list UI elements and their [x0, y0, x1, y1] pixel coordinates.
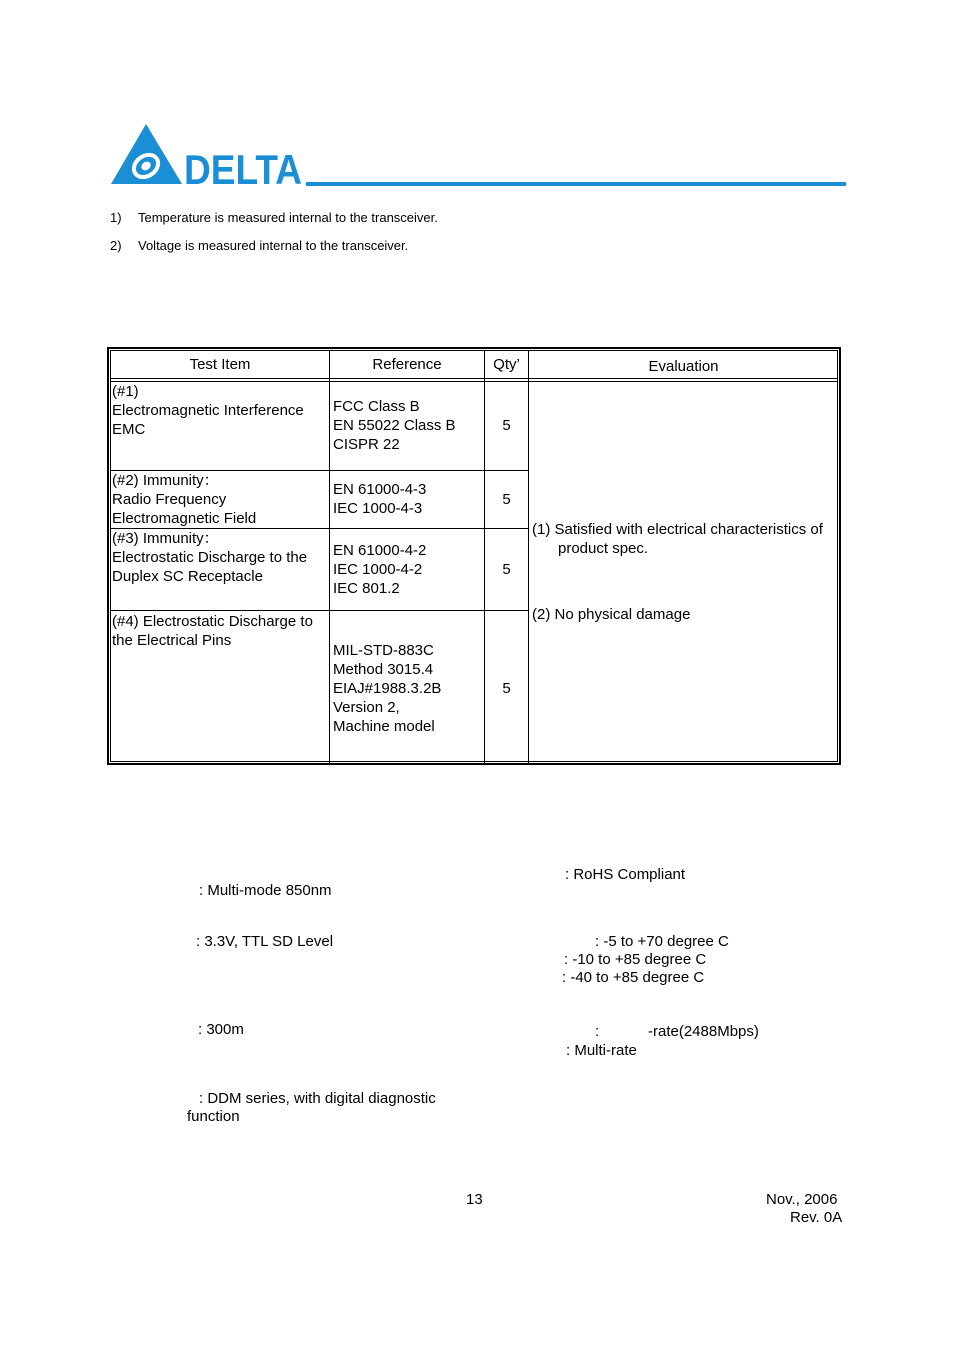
header-test-item: Test Item — [189, 356, 251, 373]
emc-test-table — [107, 347, 841, 765]
spec-voltage: : 3.3V, TTL SD Level — [196, 933, 334, 950]
row3-qty: 5 — [502, 561, 511, 578]
footer-date: Nov., 2006 — [766, 1191, 838, 1208]
row4-test-item: (#4) Electrostatic Discharge to the Electrical Pins — [112, 613, 313, 649]
spec-temp-industrial: : -40 to +85 degree C — [562, 969, 705, 986]
spec-rate-value: -rate(2488Mbps) — [648, 1023, 759, 1040]
spec-rohs: : RoHS Compliant — [565, 866, 686, 883]
row2-qty: 5 — [502, 491, 511, 508]
header-reference: Reference — [372, 356, 442, 373]
row2-test-item: (#2) Immunity： Radio Frequency Electromagnetic Field — [112, 472, 257, 527]
header-evaluation: Evaluation — [648, 358, 719, 375]
spec-temp-extended: : -10 to +85 degree C — [564, 951, 707, 968]
spec-temp-standard: : -5 to +70 degree C — [595, 933, 729, 950]
spec-multirate: : Multi-rate — [566, 1042, 637, 1059]
spec-distance: : 300m — [198, 1021, 244, 1038]
evaluation-text: (1) Satisfied with electrical characteristics of product spec. — [532, 521, 823, 557]
header-rule — [306, 182, 846, 186]
spec-ddm: : DDM series, with digital diagnostic — [199, 1090, 436, 1107]
row1-reference: FCC Class B EN 55022 Class B CISPR 22 — [333, 398, 456, 453]
note-1: 1) Temperature is measured internal to the transceiver. — [110, 210, 438, 225]
footer-revision: Rev. 0A — [790, 1209, 843, 1226]
note-2: 2) Voltage is measured internal to the transceiver. — [110, 238, 409, 253]
delta-wordmark: DELTA — [184, 146, 302, 193]
row4-qty: 5 — [502, 680, 511, 697]
spec-rate-colon: : — [595, 1023, 600, 1040]
delta-logo — [108, 122, 304, 193]
evaluation-damage: (2) No physical damage — [532, 606, 691, 623]
row1-qty: 5 — [502, 417, 511, 434]
spec-wavelength: : Multi-mode 850nm — [199, 882, 332, 899]
row2-reference: EN 61000-4-3 IEC 1000-4-3 — [333, 481, 427, 517]
row3-reference: EN 61000-4-2 IEC 1000-4-2 IEC 801.2 — [333, 542, 427, 597]
spec-ddm-cont: function — [187, 1108, 240, 1125]
row3-test-item: (#3) Immunity： Electrostatic Discharge to the Duplex SC Receptacle — [112, 530, 308, 585]
row1-test-item: (#1) Electromagnetic Interference EMC — [112, 383, 304, 438]
header-qty: Qty’ — [493, 356, 520, 373]
page-number: 13 — [466, 1191, 483, 1208]
row4-reference: MIL-STD-883C Method 3015.4 EIAJ#1988.3.2B Version 2, Machine model — [333, 642, 442, 735]
